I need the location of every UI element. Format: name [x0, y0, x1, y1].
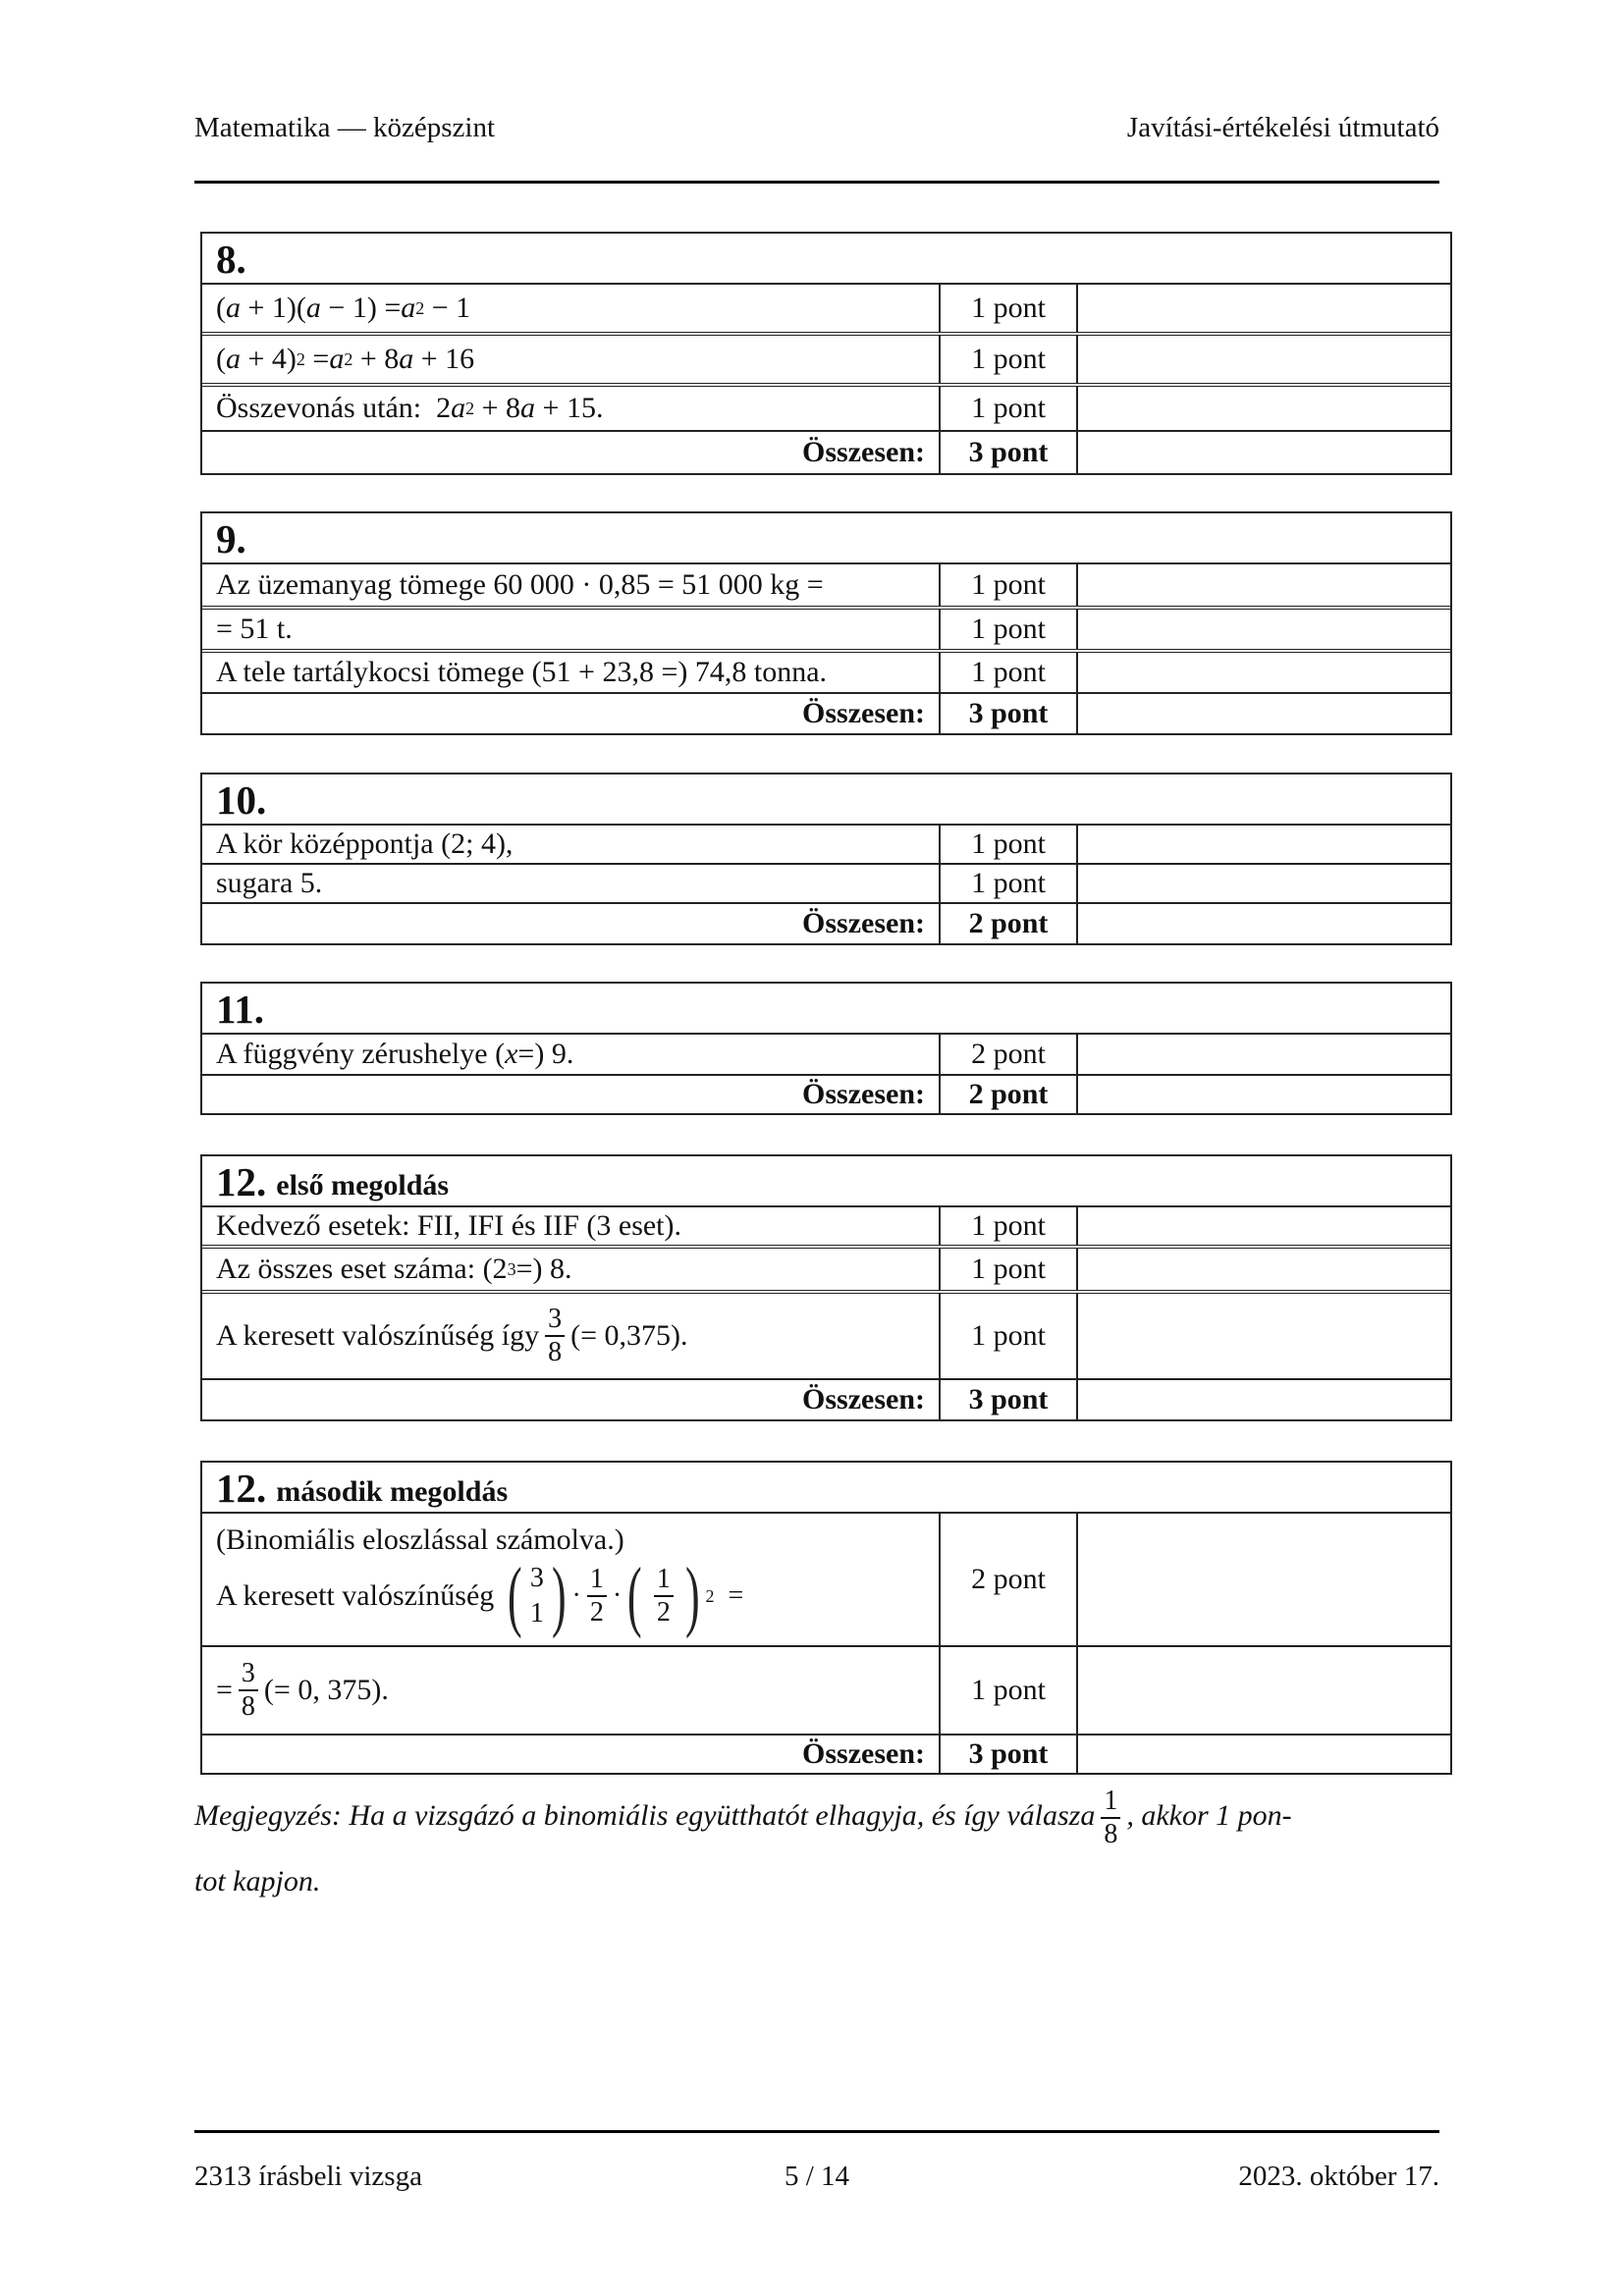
points-cell: 1 pont	[941, 387, 1078, 430]
task-9-table	[200, 511, 1452, 735]
total-row	[202, 432, 1450, 473]
task-12-first-table	[200, 1154, 1452, 1421]
total-points: 3 pont	[941, 694, 1078, 733]
task-number: 12.	[216, 1466, 267, 1511]
text-cell: Kedvező esetek: FII, IFI és IIF (3 eset).	[202, 1207, 941, 1245]
text: (= 0,375).	[570, 1319, 688, 1352]
task-header	[202, 984, 1450, 1035]
note-text: , akkor 1 pon-	[1126, 1799, 1292, 1832]
fraction: $\frac{3}{8}$	[239, 1658, 258, 1723]
text-cell: Az üzemanyag tömege 60 000 · 0,85 = 51 000 kg =	[202, 564, 941, 606]
text-cell: = 51 t.	[202, 610, 941, 649]
empty-cell	[1078, 904, 1450, 943]
empty-cell	[1078, 610, 1450, 649]
text: A függvény zérushelye (	[216, 1038, 506, 1070]
total-row	[202, 694, 1450, 733]
text: A keresett valószínűség így	[216, 1319, 540, 1352]
empty-cell	[1078, 1735, 1450, 1773]
empty-cell	[1078, 1035, 1450, 1074]
total-points: 2 pont	[941, 904, 1078, 943]
table-row	[202, 387, 1450, 432]
total-label: Összesen:	[202, 1380, 941, 1419]
total-label: Összesen:	[202, 432, 941, 473]
empty-cell	[1078, 1207, 1450, 1245]
binomial-formula: ( 3 1 ) · $\frac{1}{2}$ · ( $\frac{1}{2}$ ) 2 =	[508, 1553, 744, 1639]
table-row	[202, 1647, 1450, 1735]
formula-cell: ( a + 1)( a − 1) = a 2 − 1	[202, 285, 941, 332]
empty-cell	[1078, 865, 1450, 902]
table-row	[202, 285, 1450, 336]
points-cell: 1 pont	[941, 1647, 1078, 1734]
task-subtitle: első megoldás	[276, 1169, 450, 1201]
page-footer	[194, 2130, 1439, 2193]
table-row	[202, 1207, 1450, 1249]
table-row	[202, 336, 1450, 387]
empty-cell	[1078, 653, 1450, 692]
formula-cell	[202, 1514, 941, 1645]
task-11-table	[200, 982, 1452, 1115]
note-paragraph	[194, 1785, 1439, 1913]
formula-cell: = $\frac{3}{8}$ (= 0, 375).	[202, 1647, 941, 1734]
total-label: Összesen:	[202, 694, 941, 733]
empty-cell	[1078, 1380, 1450, 1419]
binomial-expression	[216, 1553, 744, 1639]
table-row	[202, 1249, 1450, 1294]
points-cell: 2 pont	[941, 1035, 1078, 1074]
task-12-second-table	[200, 1461, 1452, 1775]
points-cell: 1 pont	[941, 826, 1078, 863]
task-10-table	[200, 773, 1452, 945]
total-points: 2 pont	[941, 1076, 1078, 1113]
empty-cell	[1078, 387, 1450, 430]
text: Az összes eset száma: (2	[216, 1253, 508, 1285]
text: (Binomiális eloszlással számolva.)	[216, 1523, 624, 1556]
text: =) 9.	[517, 1038, 574, 1070]
total-row	[202, 1735, 1450, 1773]
task-subtitle: második megoldás	[276, 1475, 509, 1508]
formula-cell: ( a + 4) 2 = a 2 + 8 a + 16	[202, 336, 941, 383]
footer-exam-code: 2313 írásbeli vizsga	[194, 2161, 422, 2192]
table-row	[202, 826, 1450, 865]
text-cell: A függvény zérushelye ( x =) 9.	[202, 1035, 941, 1074]
header-title: Javítási-értékelési útmutató	[1126, 112, 1439, 143]
task-number: 8.	[216, 237, 246, 282]
table-row	[202, 564, 1450, 610]
task-header	[202, 513, 1450, 564]
table-row	[202, 610, 1450, 653]
total-points: 3 pont	[941, 432, 1078, 473]
task-number: 11.	[216, 987, 264, 1032]
task-number: 12.	[216, 1159, 267, 1204]
empty-cell	[1078, 1076, 1450, 1113]
points-cell: 1 pont	[941, 564, 1078, 606]
text: (= 0, 375).	[263, 1674, 389, 1706]
page-header	[194, 110, 1439, 184]
table-row	[202, 653, 1450, 694]
points-cell: 1 pont	[941, 1207, 1078, 1245]
text: =) 8.	[515, 1253, 572, 1285]
total-row	[202, 1380, 1450, 1419]
total-label: Összesen:	[202, 1076, 941, 1113]
empty-cell	[1078, 564, 1450, 606]
task-header	[202, 1463, 1450, 1514]
footer-date: 2023. október 17.	[1238, 2161, 1439, 2192]
points-cell: 1 pont	[941, 610, 1078, 649]
table-row	[202, 865, 1450, 904]
empty-cell	[1078, 694, 1450, 733]
text: A keresett valószínűség	[216, 1579, 495, 1612]
page-number: 5 / 14	[784, 2161, 850, 2192]
empty-cell	[1078, 336, 1450, 383]
task-number: 10.	[216, 777, 267, 823]
empty-cell	[1078, 1514, 1450, 1645]
total-row	[202, 904, 1450, 943]
task-header	[202, 234, 1450, 285]
fraction: $\frac{1}{8}$	[1101, 1786, 1120, 1850]
empty-cell	[1078, 826, 1450, 863]
text-cell: sugara 5.	[202, 865, 941, 902]
empty-cell	[1078, 1294, 1450, 1378]
formula-cell	[202, 1294, 941, 1378]
total-label: Összesen:	[202, 1735, 941, 1773]
points-cell: 1 pont	[941, 1294, 1078, 1378]
empty-cell	[1078, 432, 1450, 473]
text: Összevonás után:	[216, 392, 422, 424]
points-cell: 1 pont	[941, 653, 1078, 692]
text-cell: Az összes eset száma: (2 3 =) 8.	[202, 1249, 941, 1290]
empty-cell	[1078, 285, 1450, 332]
empty-cell	[1078, 1647, 1450, 1734]
note-text: tot kapjon.	[194, 1865, 321, 1898]
points-cell: 1 pont	[941, 865, 1078, 902]
total-points: 3 pont	[941, 1735, 1078, 1773]
task-header	[202, 1156, 1450, 1207]
empty-cell	[1078, 1249, 1450, 1290]
total-row	[202, 1076, 1450, 1113]
task-number: 9.	[216, 516, 246, 561]
text-cell: A tele tartálykocsi tömege (51 + 23,8 =) 74,8 tonna.	[202, 653, 941, 692]
header-subject: Matematika — középszint	[194, 112, 496, 143]
fraction: $\frac{3}{8}$	[545, 1304, 565, 1368]
points-cell: 1 pont	[941, 285, 1078, 332]
task-header	[202, 774, 1450, 826]
points-cell: 1 pont	[941, 336, 1078, 383]
formula-cell: Összevonás után: 2 a 2 + 8 a + 15.	[202, 387, 941, 430]
table-row	[202, 1035, 1450, 1076]
points-cell: 1 pont	[941, 1249, 1078, 1290]
points-cell: 2 pont	[941, 1514, 1078, 1645]
total-label: Összesen:	[202, 904, 941, 943]
note-text: Megjegyzés: Ha a vizsgázó a binomiális együtthatót elhagyja, és így válasza	[194, 1799, 1096, 1832]
task-8-table	[200, 232, 1452, 475]
text-cell: A kör középpontja (2; 4),	[202, 826, 941, 863]
total-points: 3 pont	[941, 1380, 1078, 1419]
table-row	[202, 1294, 1450, 1380]
table-row	[202, 1514, 1450, 1647]
